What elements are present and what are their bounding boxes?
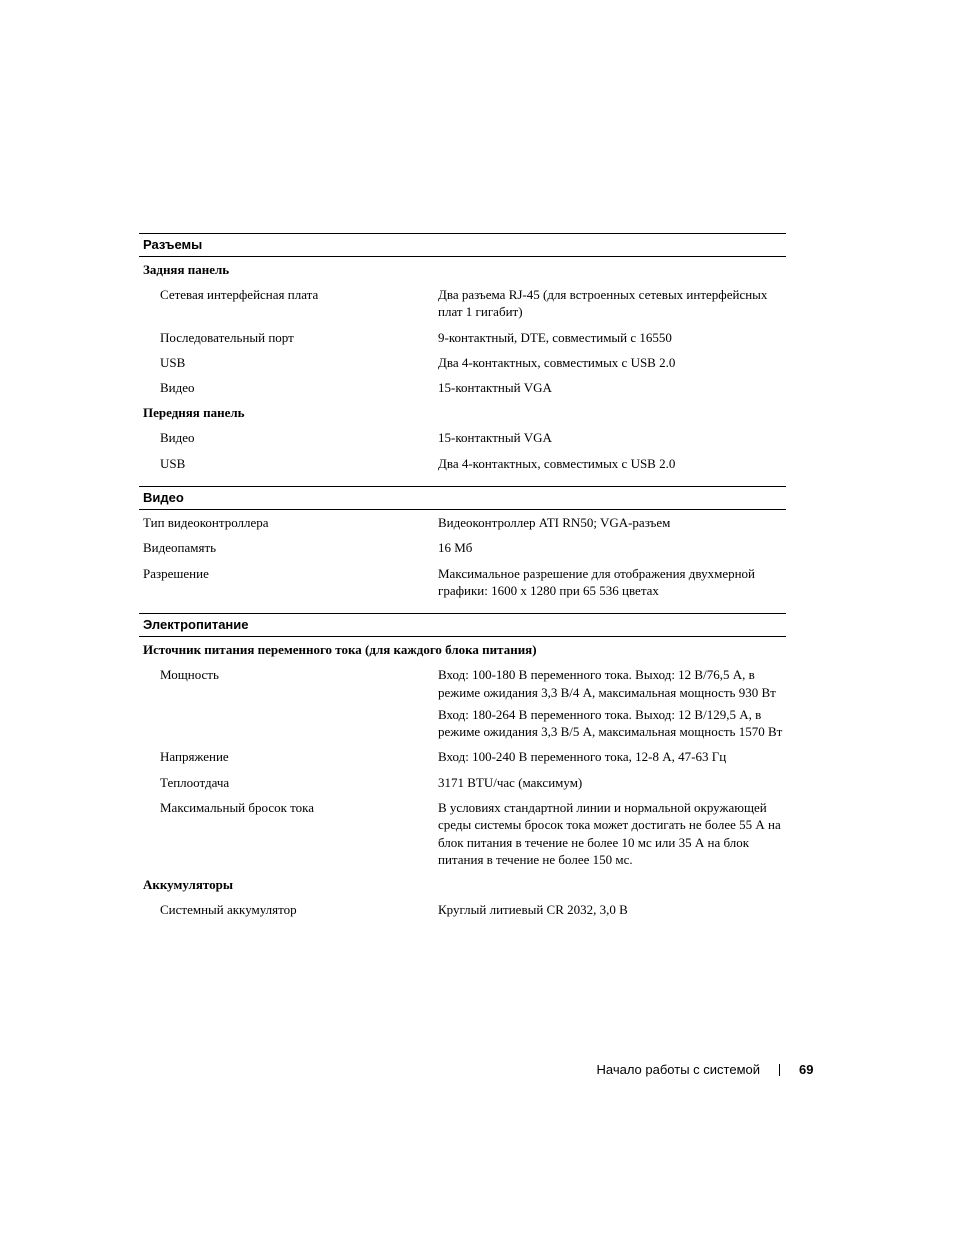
row-value-text: В условиях стандартной линии и нормальной окружающей среды системы бросок тока может достигать не более 55 А на блок питания в течение не более 10 мс или 35 А на блок питания в течение не более 150 мс.: [438, 800, 781, 867]
row-value: [438, 286, 786, 321]
subheading-batteries: Аккумуляторы: [143, 877, 233, 893]
row-value: [438, 455, 786, 472]
subheading-ac-power-supply: Источник питания переменного тока (для каждого блока питания): [143, 642, 537, 658]
row-label: Видео: [160, 380, 195, 396]
section-power: [139, 613, 786, 922]
footer-divider: [779, 1064, 780, 1076]
table-row: [139, 897, 786, 922]
section-heading: Видео: [139, 486, 786, 510]
table-row: [139, 795, 786, 872]
spec-table: [139, 233, 786, 923]
row-value-text: Максимальное разрешение для отображения двухмерной графики: 1600 x 1280 при 65 536 цветах: [438, 565, 756, 598]
page-number: 69: [799, 1062, 814, 1077]
row-label: Видео: [160, 430, 195, 446]
section-gap: [139, 603, 786, 613]
row-value: [438, 354, 786, 371]
row-label: Тип видеоконтроллера: [143, 515, 269, 531]
row-value: [438, 539, 786, 556]
row-label: Максимальный бросок тока: [160, 800, 315, 816]
row-value-text: Вход: 100-240 В переменного тока, 12-8 А, 47-63 Гц: [438, 749, 727, 765]
row-label: Сетевая интерфейсная плата: [160, 287, 319, 302]
table-row: [139, 375, 786, 400]
row-value: [438, 379, 786, 396]
row-value-text: 3171 BTU/час (максимум): [438, 774, 583, 790]
row-value: [438, 329, 786, 346]
table-row: [139, 350, 786, 375]
row-value-text: 15-контактный VGA: [438, 380, 552, 396]
section-connectors: [139, 233, 786, 486]
row-value-text: Видеоконтроллер ATI RN50; VGA-разъем: [438, 515, 671, 531]
row-value: [438, 565, 786, 600]
row-value: [438, 748, 786, 765]
row-value-text: Два 4-контактных, совместимых с USB 2.0: [438, 354, 676, 370]
row-value-text: Два разъема RJ-45 (для встроенных сетевых интерфейсных плат 1 гигабит): [438, 287, 768, 320]
section-heading: Электропитание: [139, 613, 786, 637]
row-label: Напряжение: [160, 749, 229, 765]
row-label: Разрешение: [143, 565, 209, 581]
row-value-text: 15-контактный VGA: [438, 430, 552, 446]
table-row: [139, 325, 786, 350]
row-label: USB: [160, 455, 186, 471]
section-gap: [139, 476, 786, 486]
table-row: [139, 510, 786, 535]
subheading-front-panel: Передняя панель: [143, 405, 245, 421]
row-value-text: Круглый литиевый CR 2032, 3,0 В: [438, 902, 628, 918]
row-value: [438, 901, 786, 918]
row-label: Последовательный порт: [160, 329, 294, 345]
row-value: [438, 666, 786, 740]
row-value: [438, 514, 786, 531]
section-video: [139, 486, 786, 613]
row-value: [438, 799, 786, 868]
row-value: [438, 774, 786, 791]
table-row: [139, 451, 786, 476]
row-value: [438, 429, 786, 446]
footer-title: Начало работы с системой: [596, 1062, 760, 1077]
row-value-text: 9-контактный, DTE, совместимый с 16550: [438, 329, 672, 345]
table-row: [139, 425, 786, 450]
subheading-rear-panel: Задняя панель: [143, 262, 230, 277]
row-label: Системный аккумулятор: [160, 902, 297, 918]
table-row: [139, 770, 786, 795]
row-value-text: Два 4-контактных, совместимых с USB 2.0: [438, 455, 676, 471]
table-row: [139, 662, 786, 744]
page-footer: [0, 1061, 954, 1081]
row-value-text: Вход: 100-180 В переменного тока. Выход: 12 В/76,5 А, в режиме ожидания 3,3 В/4 А, максимальная мощность 930 Вт: [438, 667, 776, 700]
row-value-text: Вход: 180-264 В переменного тока. Выход: 12 В/129,5 А, в режиме ожидания 3,3 В/5 А, максимальная мощность 1570 Вт: [438, 706, 783, 740]
row-label: USB: [160, 354, 186, 370]
table-row: [139, 282, 786, 325]
table-row: [139, 561, 786, 604]
table-row: [139, 535, 786, 560]
row-label: Теплоотдача: [160, 774, 230, 790]
row-label: Мощность: [160, 667, 219, 683]
row-value-text: 16 Мб: [438, 540, 473, 556]
row-label: Видеопамять: [143, 540, 217, 556]
table-row: [139, 744, 786, 769]
section-heading: Разъемы: [139, 233, 786, 257]
